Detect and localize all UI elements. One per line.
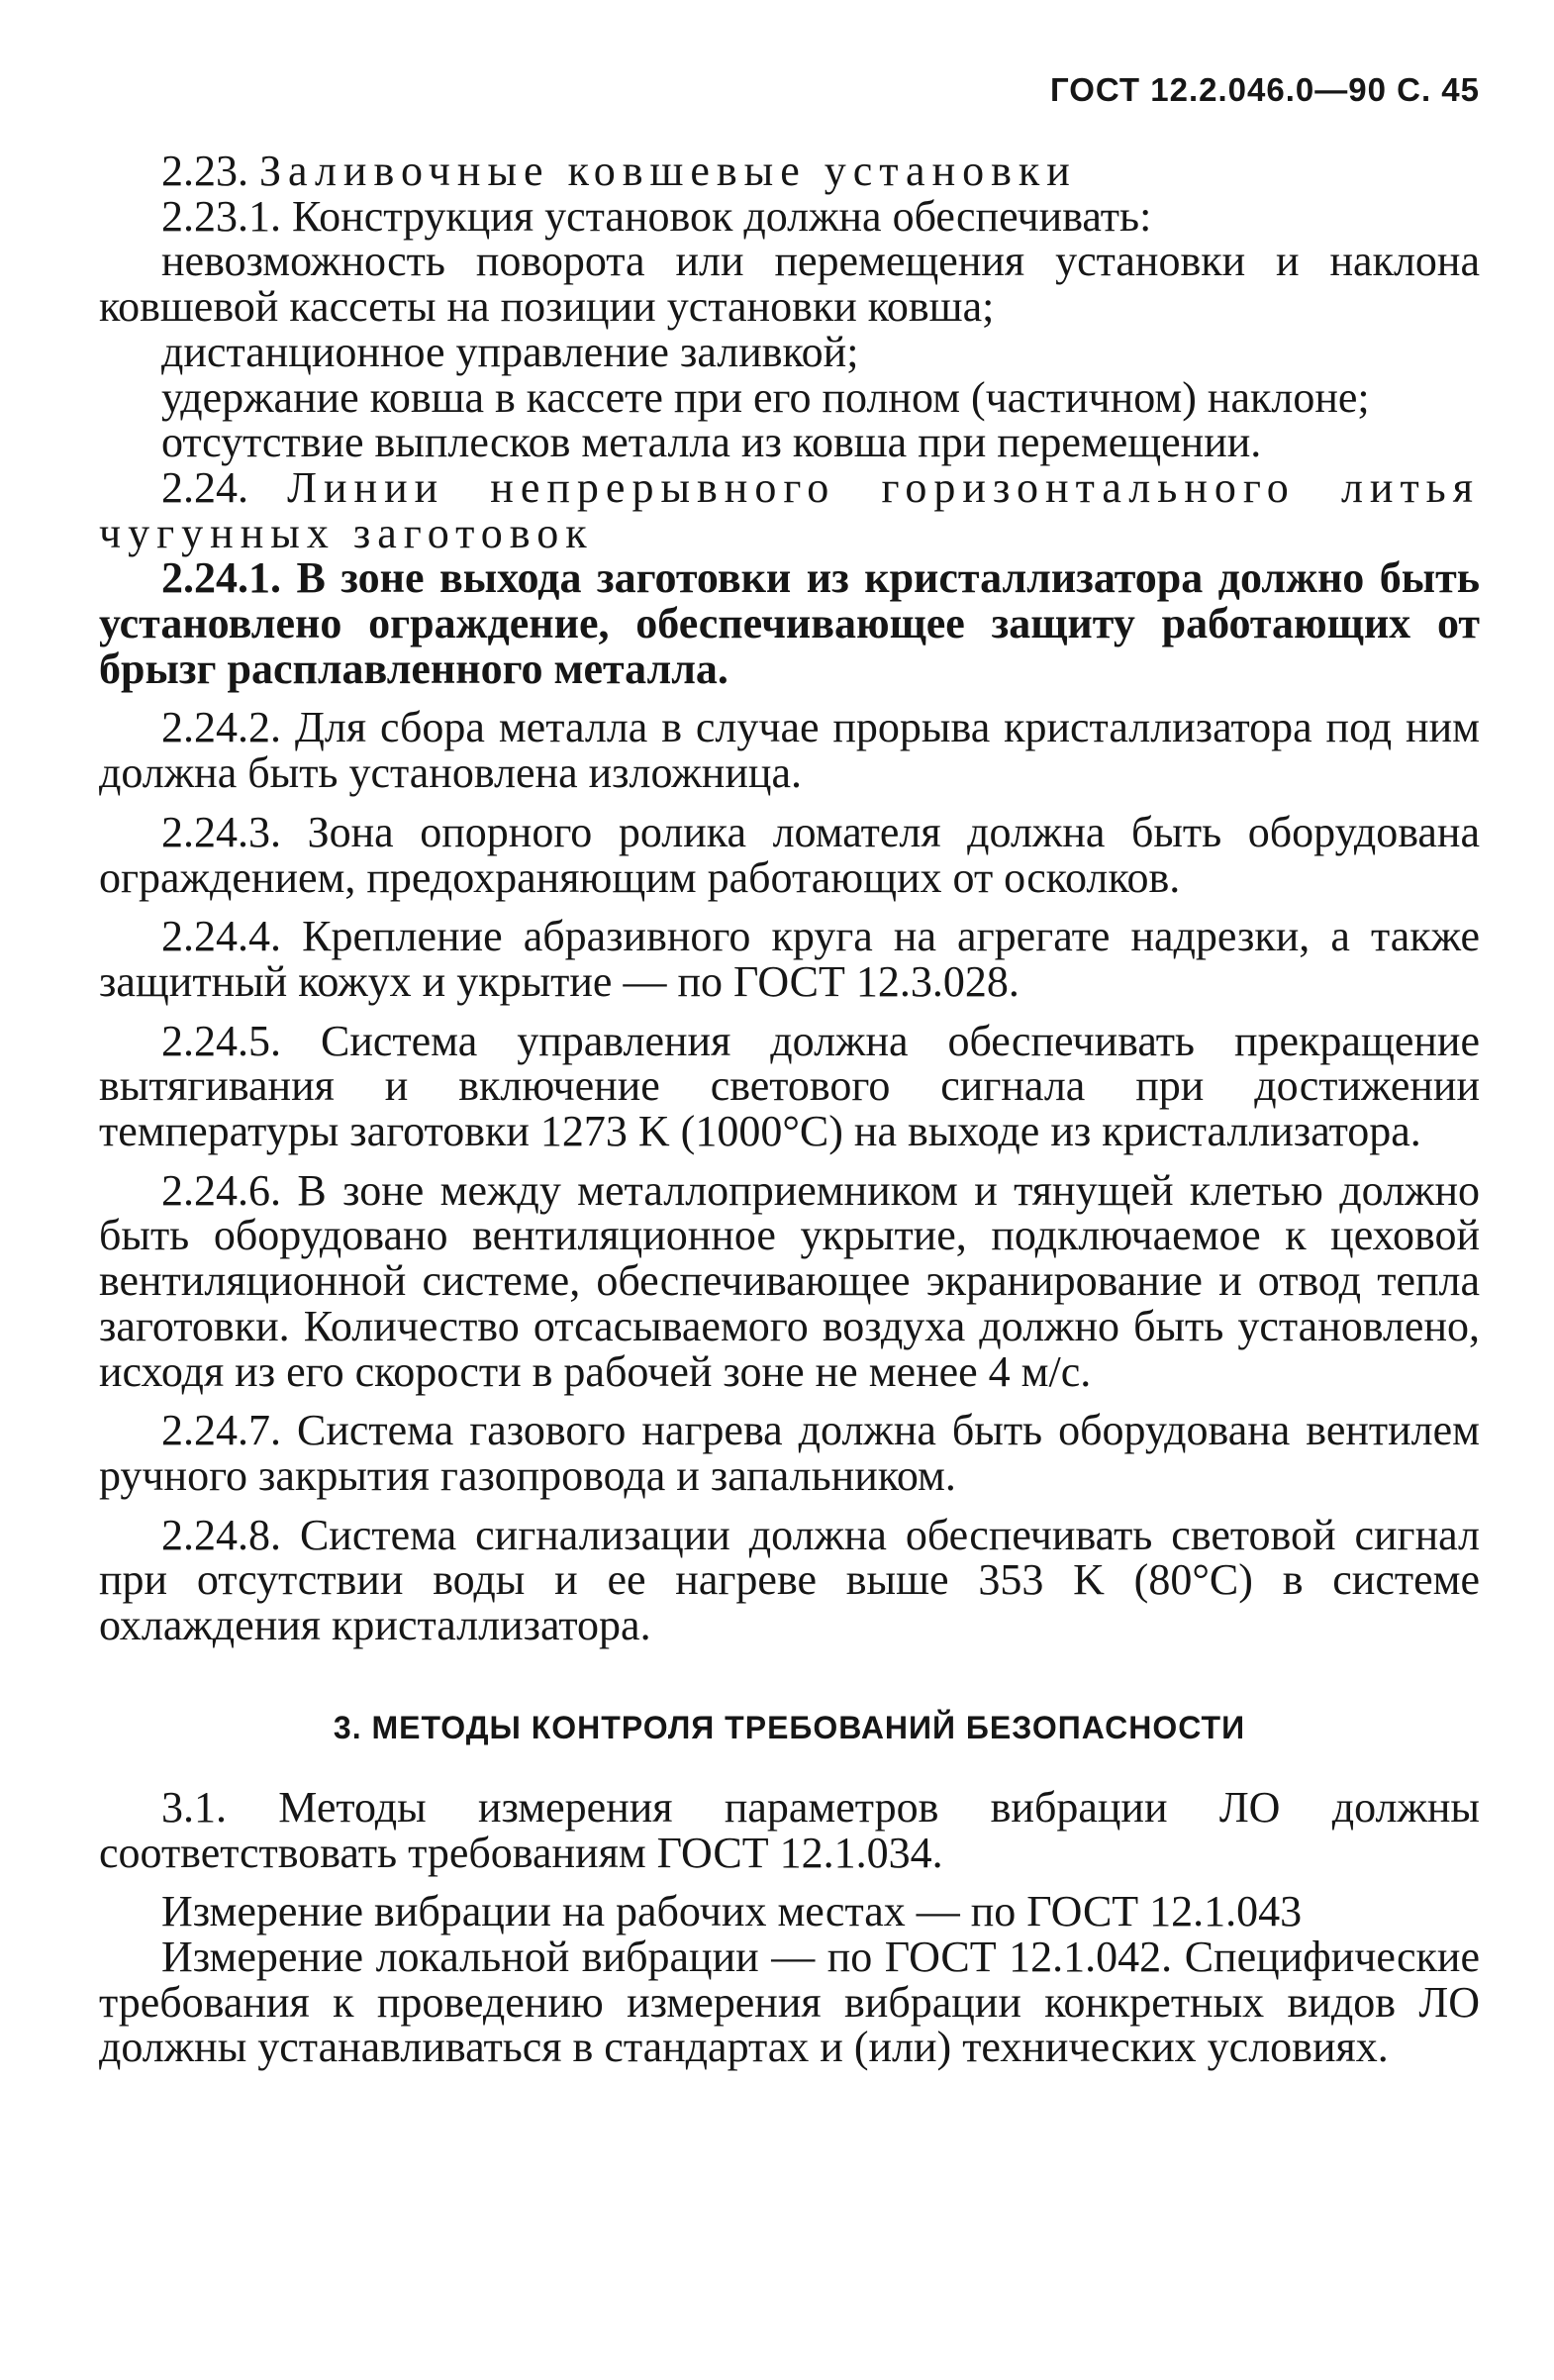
paragraph-text: В зоне выхода заготовки из кристаллизатора должно быть установлено ограждение, обеспечивающее защиту работающих от брызг расплавленного металла. bbox=[99, 553, 1480, 693]
paragraph-2-24-5 bbox=[99, 1016, 1480, 1156]
paragraph-text: Методы измерения параметров вибрации ЛО должны соответствовать требованиям ГОСТ 12.1.034. bbox=[99, 1782, 1480, 1877]
paragraph-2-24-4 bbox=[99, 914, 1480, 1004]
paragraph-2-23-1 bbox=[99, 191, 1480, 241]
paragraph-text: удержание ковша в кассете при его полном (частичном) наклоне; bbox=[161, 372, 1370, 422]
paragraph-2-24-7 bbox=[99, 1408, 1480, 1498]
item-number: 2.23. bbox=[161, 147, 248, 195]
paragraph-local-vibration bbox=[99, 1934, 1480, 2070]
paragraph-2-24-1 bbox=[99, 555, 1480, 691]
paragraph-text: Система управления должна обеспечивать прекращение вытягивания и включение светового сигнала при достижении температуры заготовки 1273 K (1000°C) на выходе из кристаллизатора. bbox=[99, 1016, 1480, 1156]
paragraph-2-24 bbox=[99, 462, 1480, 557]
paragraph-text: Система сигнализации должна обеспечивать световой сигнал при отсутствии воды и ее нагреве выше 353 K (80°C) в системе охлаждения кристаллизатора. bbox=[99, 1510, 1481, 1650]
paragraph-text: Система газового нагрева должна быть оборудована вентилем ручного закрытия газопровода и запальником. bbox=[99, 1406, 1480, 1500]
paragraph-text: В зоне между металлоприемником и тянущей клетью должно быть оборудовано вентиляционное укрытие, подключаемое к цеховой вентиляционной системе, обеспечивающее экранирование и отвод тепла заготовки. Количество отсасываемого воздуха должно быть установлено, исходя из его скорости в рабочей зоне не менее 4 м/с. bbox=[99, 1165, 1481, 1396]
list-item bbox=[99, 372, 1480, 422]
paragraph-2-23 bbox=[99, 149, 1480, 194]
paragraph-text: дистанционное управление заливкой; bbox=[161, 327, 859, 376]
paragraph-vibration-workplace bbox=[99, 1889, 1480, 1934]
paragraph-text: Измерение вибрации на рабочих местах — по ГОСТ 12.1.043 bbox=[161, 1887, 1303, 1936]
list-item bbox=[99, 327, 1480, 376]
item-number: 2.24.4. bbox=[161, 912, 281, 961]
paragraph-text: Конструкция установок должна обеспечивать: bbox=[292, 191, 1152, 241]
item-number: 2.24. bbox=[161, 462, 248, 512]
section-heading: 3. МЕТОДЫ КОНТРОЛЯ ТРЕБОВАНИЙ БЕЗОПАСНОСТИ bbox=[333, 1709, 1246, 1745]
paragraph-2-24-2 bbox=[99, 703, 1480, 798]
paragraph-2-24-6 bbox=[99, 1165, 1481, 1396]
item-number: 2.24.1. bbox=[161, 553, 281, 603]
item-number: 2.24.6. bbox=[161, 1165, 281, 1215]
list-item bbox=[99, 420, 1480, 465]
subsection-title: Линии непрерывного горизонтального литья чугунных заготовок bbox=[99, 462, 1480, 557]
paragraph-text: Зона опорного ролика ломателя должна быть оборудована ограждением, предохраняющим работающих от осколков. bbox=[99, 807, 1481, 902]
page-header: ГОСТ 12.2.046.0—90 С. 45 bbox=[1049, 71, 1480, 108]
paragraph-text: Измерение локальной вибрации — по ГОСТ 12.1.042. Специфические требования к проведению измерения вибрации конкретных видов ЛО должны устанавливаться в стандартах и (или) технических условиях. bbox=[99, 1932, 1480, 2072]
item-number: 2.24.3. bbox=[161, 807, 281, 856]
document-body bbox=[99, 149, 1480, 2070]
subsection-title: Заливочные ковшевые установки bbox=[259, 147, 1077, 195]
paragraph-text: невозможность поворота или перемещения установки и наклона ковшевой кассеты на позиции установки ковша; bbox=[99, 237, 1480, 332]
paragraph-text: Для сбора металла в случае прорыва кристаллизатора под ним должна быть установлена изложница. bbox=[99, 703, 1480, 798]
item-number: 2.24.5. bbox=[161, 1016, 281, 1065]
paragraph-2-24-3 bbox=[99, 807, 1481, 902]
paragraph-text: отсутствие выплесков металла из ковша при перемещении. bbox=[161, 418, 1262, 467]
item-number: 2.24.7. bbox=[161, 1406, 281, 1455]
paragraph-3-1 bbox=[99, 1782, 1480, 1877]
item-number: 2.24.2. bbox=[161, 703, 281, 752]
item-number: 2.23.1. bbox=[161, 191, 281, 241]
paragraph-text: Крепление абразивного круга на агрегате надрезки, а также защитный кожух и укрытие — по ГОСТ 12.3.028. bbox=[99, 912, 1480, 1006]
paragraph-2-24-8 bbox=[99, 1510, 1481, 1650]
item-number: 3.1. bbox=[161, 1782, 227, 1832]
list-item bbox=[99, 237, 1480, 332]
item-number: 2.24.8. bbox=[161, 1510, 281, 1559]
